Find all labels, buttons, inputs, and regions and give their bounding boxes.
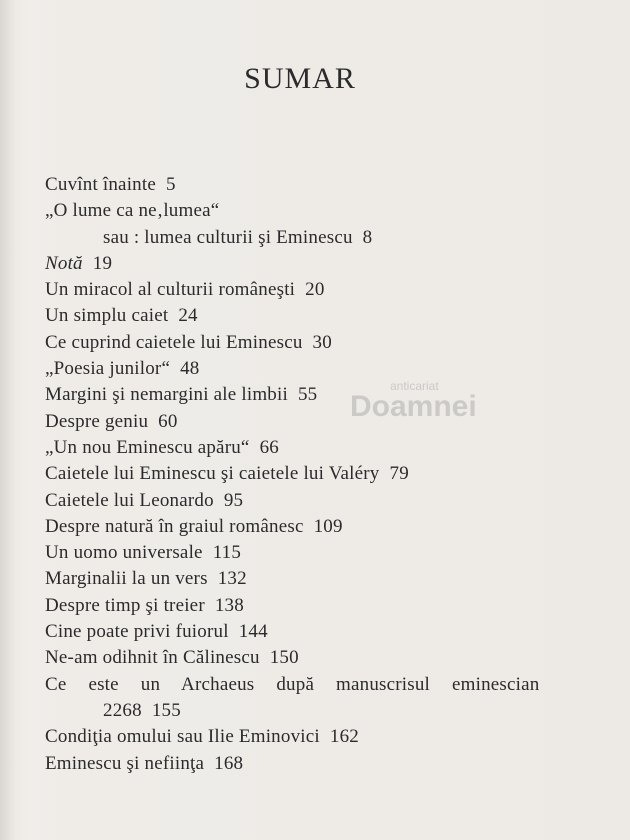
toc-entry	[45, 251, 585, 277]
toc-entry-page: 162	[329, 726, 359, 748]
toc-entry-title: Caietele lui Leonardo	[45, 489, 214, 511]
toc-entry-title: Cine poate privi fuiorul	[45, 621, 229, 643]
toc-entry-title: 2268	[103, 699, 142, 721]
toc-entry-page: 8	[362, 226, 373, 248]
toc-entry-title: Un uomo universale	[45, 542, 203, 564]
toc-entry-title: „Un nou Eminescu apăru“	[45, 436, 250, 458]
toc-entry-title: Despre natură în graiul românesc	[45, 515, 304, 537]
toc-entry-page: 19	[92, 252, 113, 274]
toc-entry	[45, 303, 585, 329]
toc-entry-title: „Poesia junilor“	[45, 358, 171, 380]
toc-entry-page: 109	[313, 515, 343, 537]
toc-entry-title: Cuvînt înainte	[45, 174, 156, 195]
toc-entry-title: „O lume ca ne‚lumea“	[45, 200, 220, 222]
toc-entry-title: Un miracol al culturii româneşti	[45, 279, 296, 301]
table-of-contents	[45, 172, 585, 777]
toc-entry	[45, 619, 585, 645]
toc-entry	[45, 225, 585, 251]
toc-entry	[45, 488, 585, 514]
toc-entry-title: Margini şi nemargini ale limbii	[45, 384, 288, 406]
page-edge	[0, 0, 14, 840]
toc-entry-page: 55	[297, 384, 318, 406]
toc-entry	[45, 461, 585, 487]
toc-entry	[45, 409, 585, 435]
toc-entry-page: 132	[217, 568, 247, 590]
toc-entry-title: Despre geniu	[45, 410, 149, 432]
toc-entry	[45, 566, 585, 592]
toc-entry-title: Despre timp şi treier	[45, 594, 205, 616]
watermark-small-text: anticariat	[390, 379, 439, 393]
toc-entry-title: Ce este un Archaeus după manuscrisul eminescian	[45, 673, 540, 695]
watermark-big-text: Doamnei	[350, 390, 477, 423]
toc-entry	[45, 435, 585, 461]
toc-entry-page: 144	[238, 621, 268, 643]
toc-entry-page: 48	[180, 358, 200, 380]
toc-entry	[45, 356, 585, 382]
toc-entry-page: 30	[312, 331, 332, 353]
toc-entry	[45, 540, 585, 566]
toc-entry-page: 168	[214, 752, 244, 774]
toc-entry-page: 60	[158, 410, 178, 432]
toc-entry-title: Notă	[45, 252, 83, 274]
toc-entry-page: 20	[305, 279, 325, 301]
toc-entry-page: 95	[223, 489, 244, 511]
toc-entry	[45, 724, 585, 750]
toc-entry	[45, 672, 585, 698]
toc-entry-page: 115	[212, 542, 242, 564]
toc-entry-title: Condiţia omului sau Ilie Eminovici	[45, 726, 320, 748]
toc-entry-title: sau : lumea culturii şi Eminescu	[103, 226, 353, 248]
toc-entry	[45, 514, 585, 540]
toc-entry-page: 150	[269, 647, 299, 669]
toc-entry	[45, 645, 585, 671]
toc-entry-title: Un simplu caiet	[45, 305, 169, 327]
toc-entry-page: 5	[165, 174, 176, 195]
toc-entry	[45, 172, 585, 198]
toc-entry	[45, 198, 585, 224]
toc-entry-page: 155	[151, 699, 181, 721]
toc-entry-title: Ce cuprind caietele lui Eminescu	[45, 331, 303, 353]
toc-entry	[45, 593, 585, 619]
toc-entry	[45, 379, 585, 408]
toc-entry	[45, 751, 585, 777]
page-title: SUMAR	[244, 62, 356, 96]
toc-entry-title: Caietele lui Eminescu şi caietele lui Valéry	[45, 463, 380, 485]
toc-entry	[45, 330, 585, 356]
toc-entry	[45, 698, 585, 724]
toc-entry-title: Ne-am odihnit în Călinescu	[45, 647, 260, 669]
toc-entry-page: 138	[214, 594, 244, 616]
toc-entry-page: 24	[178, 305, 198, 327]
toc-entry-title: Marginalii la un vers	[45, 568, 208, 590]
toc-entry	[45, 277, 585, 303]
toc-entry-page: 79	[389, 463, 409, 485]
toc-entry-page: 66	[259, 436, 279, 458]
toc-entry-title: Eminescu şi nefiinţa	[45, 752, 205, 774]
